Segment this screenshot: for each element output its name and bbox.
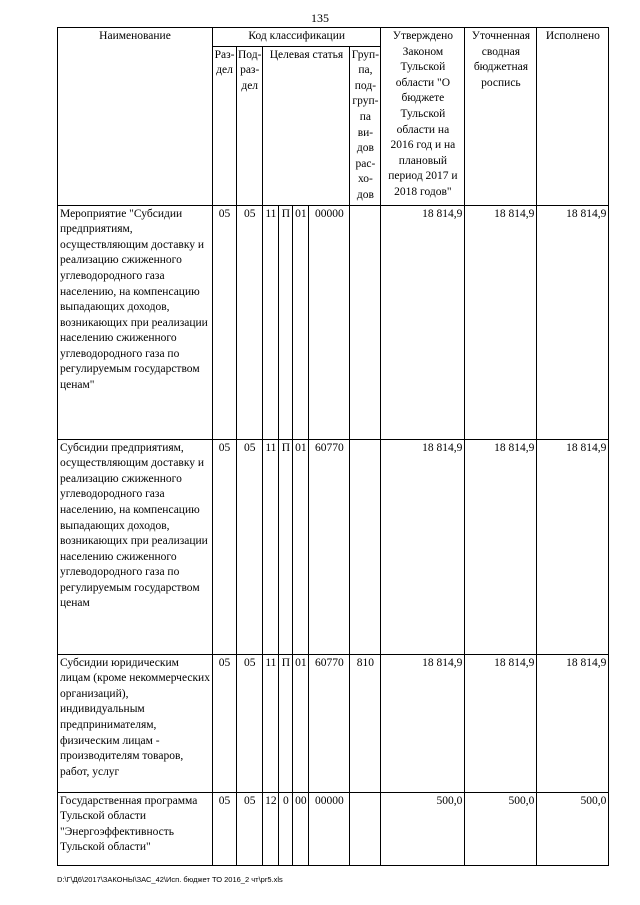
row-ts2: 0	[279, 792, 293, 865]
row-name: Субсидии предприятиям, осуществляющим доставку и реализацию сжиженного углеводородного газа населению, на компенсацию выпадающих доходов, возникающих при реализации населению сжиженного углеводородного газа по регулируемым государством ценам	[58, 439, 213, 654]
row-ts1: 11	[263, 205, 279, 439]
row-group	[350, 792, 381, 865]
row-executed: 18 814,9	[537, 439, 609, 654]
header-refined: Уточненная сводная бюджетная роспись	[465, 28, 537, 206]
row-refined: 18 814,9	[465, 439, 537, 654]
row-ts4: 60770	[309, 654, 350, 792]
row-ts4: 60770	[309, 439, 350, 654]
row-ts4: 00000	[309, 205, 350, 439]
row-executed: 18 814,9	[537, 205, 609, 439]
row-executed: 500,0	[537, 792, 609, 865]
row-ts1: 11	[263, 654, 279, 792]
row-ts3: 01	[293, 654, 309, 792]
row-refined: 500,0	[465, 792, 537, 865]
row-section: 05	[213, 205, 237, 439]
row-approved: 18 814,9	[381, 205, 465, 439]
row-name: Субсидии юридическим лицам (кроме некоммерческих организаций), индивидуальным предпринимателям, физическим лицам - производителям товаров, работ, услуг	[58, 654, 213, 792]
header-expense-group: Груп- па, под- груп- па ви- дов рас- хо- дов	[350, 46, 381, 205]
row-approved: 18 814,9	[381, 439, 465, 654]
row-approved: 500,0	[381, 792, 465, 865]
row-section: 05	[213, 792, 237, 865]
row-subsection: 05	[237, 439, 263, 654]
table-row	[58, 439, 609, 654]
row-section: 05	[213, 439, 237, 654]
row-ts3: 00	[293, 792, 309, 865]
table-row	[58, 792, 609, 865]
row-name: Мероприятие "Субсидии предприятиям, осуществляющим доставку и реализацию сжиженного углеводородного газа населению, на компенсацию выпадающих доходов, возникающих при реализации населению сжиженного углеводородного газа по регулируемым государством ценам"	[58, 205, 213, 439]
header-section: Раз- дел	[213, 46, 237, 205]
footer-file-path: D:\Г\Д6\2017\ЗАКОНЫ\ЗАС_42\Исп. бюджет ТО 2016_2 чт\pr5.xls	[57, 875, 283, 884]
row-refined: 18 814,9	[465, 205, 537, 439]
page-number: 135	[311, 11, 329, 25]
row-name: Государственная программа Тульской области "Энергоэффективность Тульской области"	[58, 792, 213, 865]
row-approved: 18 814,9	[381, 654, 465, 792]
row-ts3: 01	[293, 205, 309, 439]
budget-table	[57, 27, 609, 866]
row-ts4: 00000	[309, 792, 350, 865]
header-target-article: Целевая статья	[263, 46, 350, 205]
row-ts3: 01	[293, 439, 309, 654]
table-row	[58, 205, 609, 439]
header-executed: Исполнено	[537, 28, 609, 206]
row-ts2: П	[279, 654, 293, 792]
header-subsection: Под- раз- дел	[237, 46, 263, 205]
header-code-classification: Код классификации	[213, 28, 381, 47]
row-group	[350, 439, 381, 654]
row-ts1: 12	[263, 792, 279, 865]
row-subsection: 05	[237, 205, 263, 439]
header-approved: Утверждено Законом Тульской области "О бюджете Тульской области на 2016 год и на плановый период 2017 и 2018 годов"	[381, 28, 465, 206]
row-ts1: 11	[263, 439, 279, 654]
header-name: Наименование	[58, 28, 213, 206]
row-group: 810	[350, 654, 381, 792]
row-subsection: 05	[237, 792, 263, 865]
row-section: 05	[213, 654, 237, 792]
row-group	[350, 205, 381, 439]
row-ts2: П	[279, 439, 293, 654]
row-subsection: 05	[237, 654, 263, 792]
table-row	[58, 654, 609, 792]
row-ts2: П	[279, 205, 293, 439]
row-executed: 18 814,9	[537, 654, 609, 792]
row-refined: 18 814,9	[465, 654, 537, 792]
